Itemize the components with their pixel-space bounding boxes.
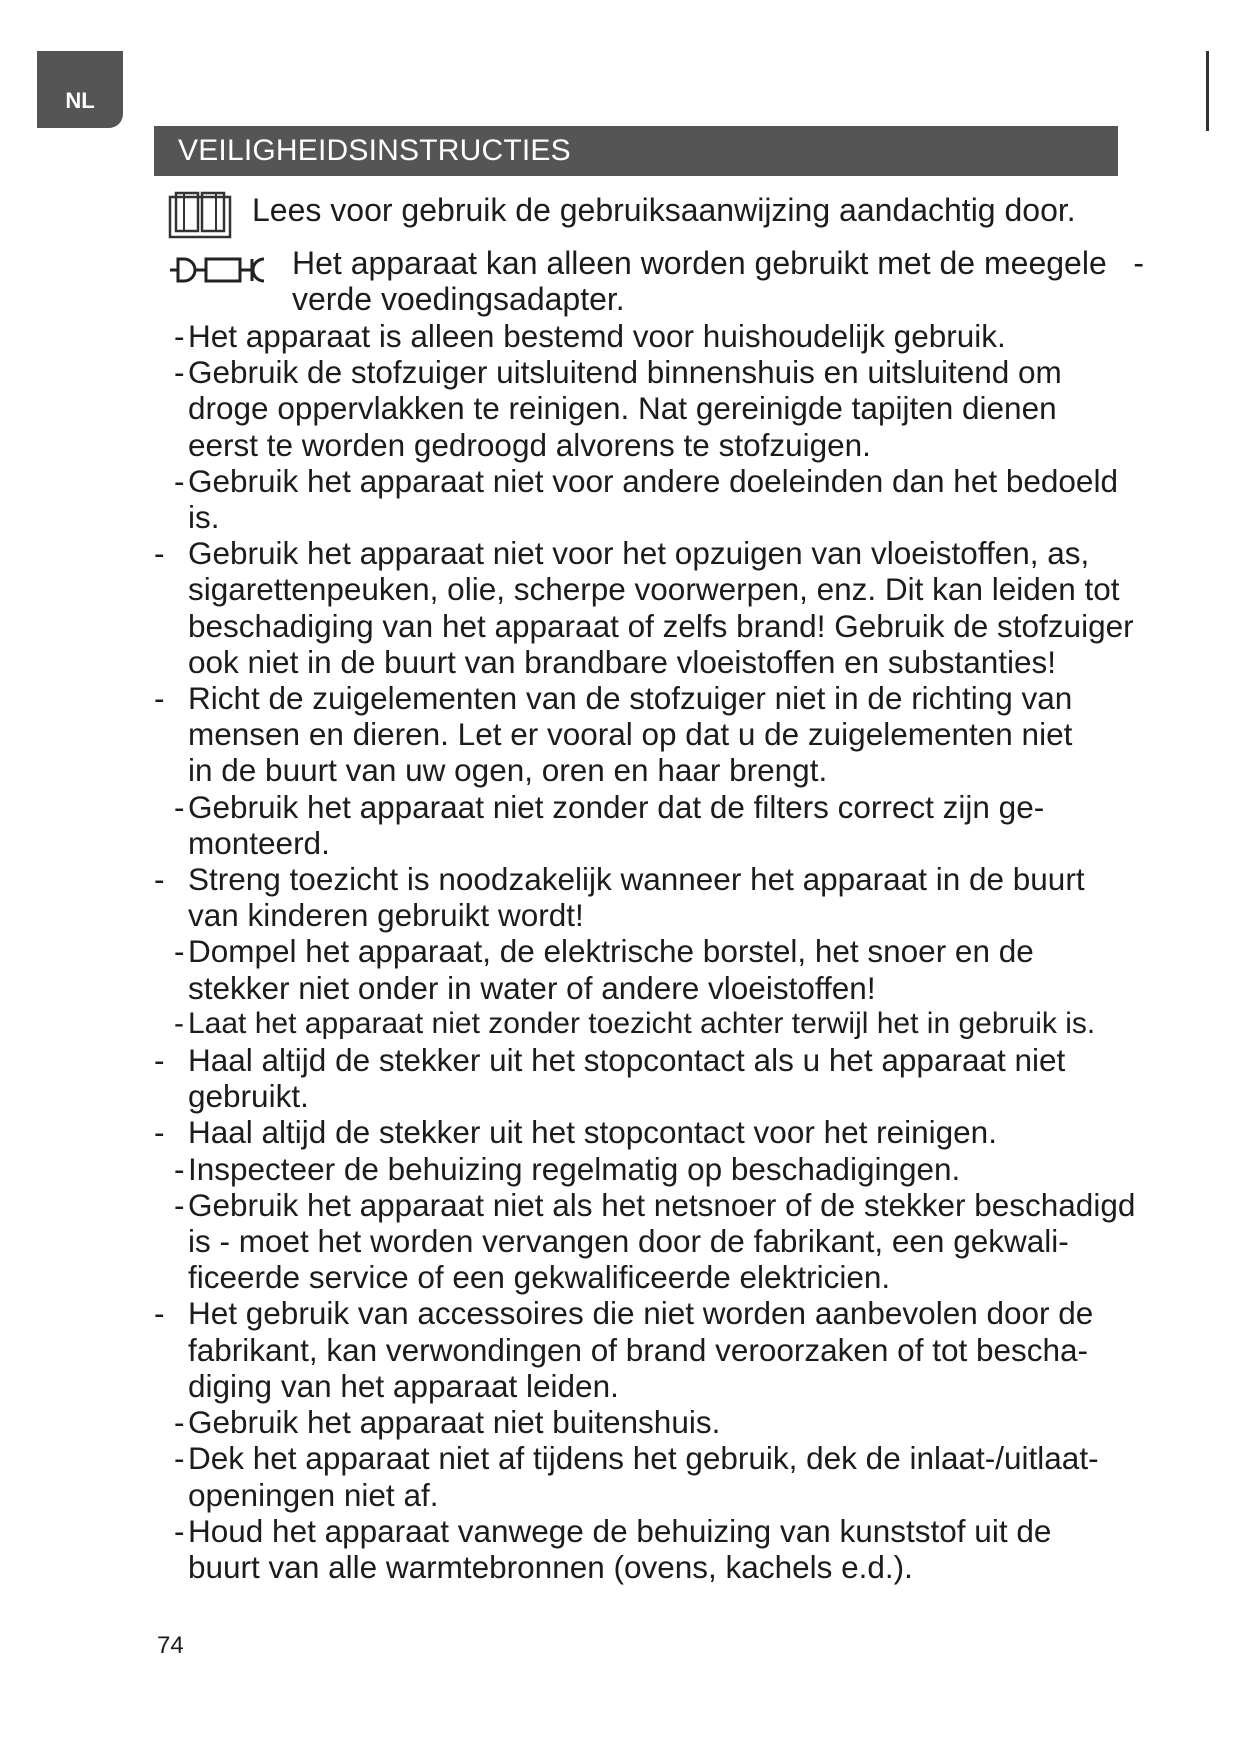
list-item: - Gebruik het apparaat niet buitenshuis. — [174, 1404, 721, 1441]
list-item: - Laat het apparaat niet zonder toezicht achter terwijl het in gebruik is. — [174, 1006, 1096, 1040]
list-item: - Gebruik het apparaat niet zonder dat de filters correct zijn ge- monteerd. — [174, 788, 1045, 861]
list-item: - Dek het apparaat niet af tijdens het gebruik, dek de inlaat-/uitlaat- openingen niet af. — [174, 1440, 1099, 1513]
list-item: - Het apparaat is alleen bestemd voor huishoudelijk gebruik. — [174, 318, 1006, 354]
list-item: - Richt de zuigelementen van de stofzuiger niet in de richting van mensen en dieren. Let er vooral op dat u de zuigelementen niet in de buurt van uw ogen, oren en haar brengt. — [154, 680, 1073, 789]
list-item: - Inspecteer de behuizing regelmatig op beschadigingen. — [174, 1150, 961, 1187]
language-tab — [37, 51, 123, 128]
list-item: - Streng toezicht is noodzakelijk wanneer het apparaat in de buurt van kinderen gebruikt wordt! — [154, 861, 1085, 934]
list-item: - Gebruik het apparaat niet voor het opzuigen van vloeistoffen, as, sigarettenpeuken, olie, scherpe voorwerpen, enz. Dit kan leiden tot beschadiging van het apparaat of zelfs brand! Gebruik de stofzuiger ook niet in de buurt van brandbare vloeistoffen en substanties! — [154, 535, 1134, 680]
section-title: VEILIGHEIDSINSTRUCTIES — [154, 126, 1118, 176]
book-icon — [168, 189, 232, 239]
list-item: - Gebruik het apparaat niet voor andere doeleinden dan het bedoeld is. — [174, 462, 1118, 536]
safety-instructions-list — [154, 318, 1154, 1585]
list-item: - Gebruik de stofzuiger uitsluitend binnenshuis en uitsluitend om droge oppervlakken te reinigen. Nat gereinigde tapijten dienen eerst te worden gedroogd alvorens te stofzuigen. — [174, 354, 1062, 463]
list-item: - Het gebruik van accessoires die niet worden aanbevolen door de fabrikant, kan verwondingen of brand veroorzaken of tot bescha- diging van het apparaat leiden. — [154, 1295, 1094, 1404]
page-number: 74 — [157, 1632, 184, 1659]
list-item: - Haal altijd de stekker uit het stopcontact als u het apparaat niet gebruikt. — [154, 1042, 1066, 1115]
list-item: - Haal altijd de stekker uit het stopcontact voor het reinigen. — [154, 1114, 997, 1151]
list-item: - Dompel het apparaat, de elektrische borstel, het snoer en de stekker niet onder in water of andere vloeistoffen! — [174, 933, 1034, 1006]
adapter-note-text: Het apparaat kan alleen worden gebruikt met de meegele - verde voedingsadapter. — [292, 245, 1145, 317]
read-manual-text: Lees voor gebruik de gebruiksaanwijzing aandachtig door. — [252, 192, 1076, 228]
margin-rule — [1206, 51, 1209, 131]
language-label: NL — [65, 87, 95, 113]
list-item: - Gebruik het apparaat niet als het netsnoer of de stekker beschadigd is - moet het worden vervangen door de fabrikant, een gekwali- ficeerde service of een gekwalificeerde elektricien. — [174, 1186, 1136, 1296]
power-adapter-icon — [168, 253, 278, 287]
list-item: - Houd het apparaat vanwege de behuizing van kunststof uit de buurt van alle warmtebronnen (ovens, kachels e.d.). — [174, 1512, 1052, 1585]
